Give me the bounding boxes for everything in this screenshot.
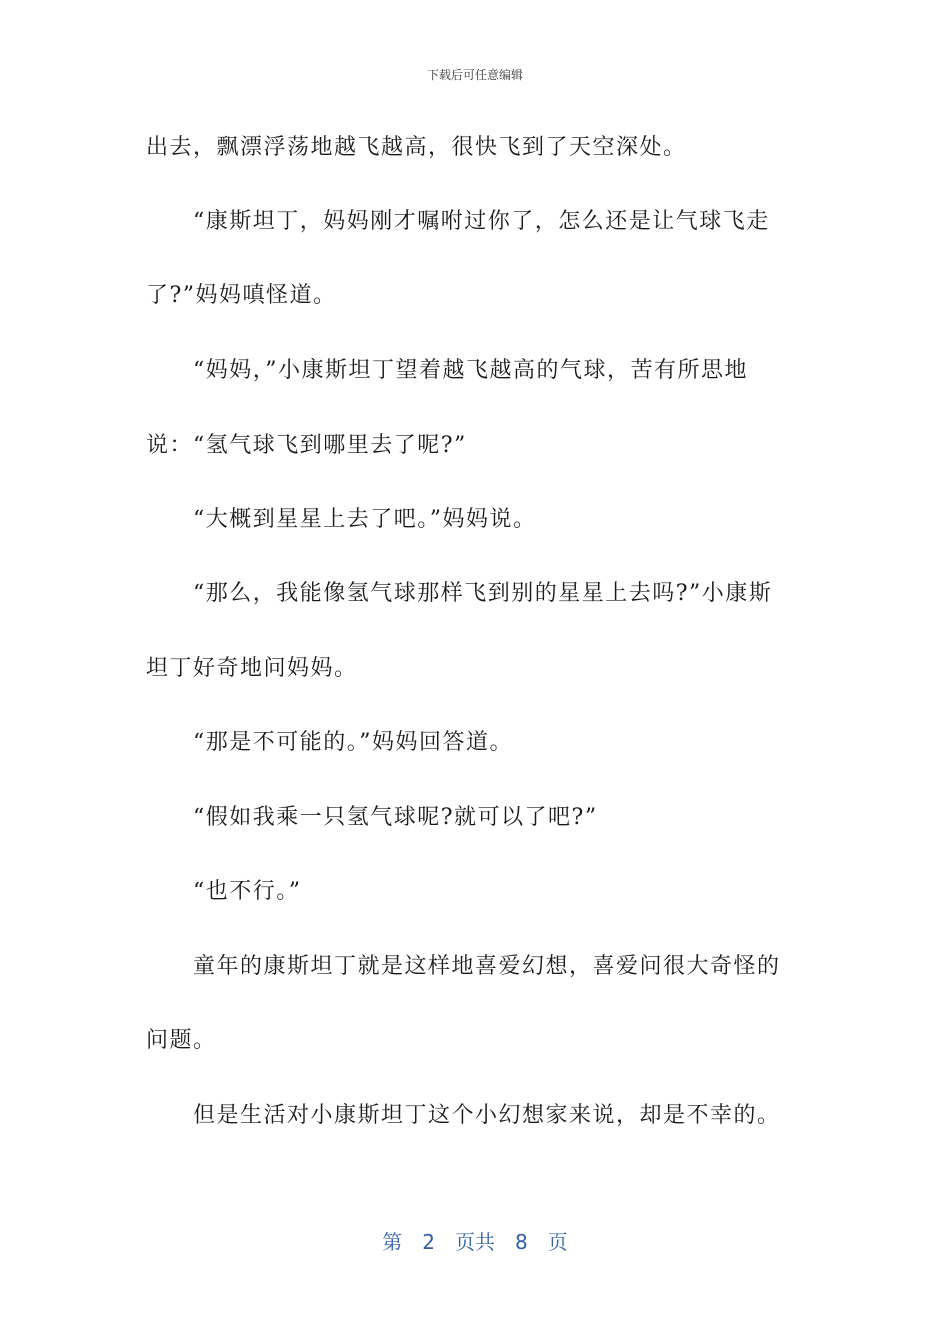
paragraph-line: “大概到星星上去了吧。”妈妈说。 xyxy=(193,507,537,532)
page-footer xyxy=(0,1226,950,1255)
footer-total-pages: 8 xyxy=(515,1230,528,1254)
footer-suffix: 页 xyxy=(547,1230,568,1254)
paragraph-line: “妈妈，”小康斯坦丁望着越飞越高的气球，苦有所思地 xyxy=(193,358,748,383)
paragraph-line: 但是生活对小康斯坦丁这个小幻想家来说，却是不幸的。 xyxy=(193,1103,781,1128)
paragraph-line: 了?”妈妈嗔怪道。 xyxy=(146,283,337,308)
paragraph-line: “假如我乘一只氢气球呢?就可以了吧?” xyxy=(193,805,598,830)
paragraph-line: “康斯坦丁，妈妈刚才嘱咐过你了，怎么还是让气球飞走 xyxy=(193,209,770,234)
footer-prefix: 第 xyxy=(382,1230,403,1254)
paragraph-line: 问题。 xyxy=(146,1028,217,1053)
paragraph-line: 童年的康斯坦丁就是这样地喜爱幻想，喜爱问很大奇怪的 xyxy=(193,954,781,979)
paragraph-line: “也不行。” xyxy=(193,879,302,904)
footer-middle: 页共 xyxy=(455,1230,495,1254)
paragraph-line: 说：“氢气球飞到哪里去了呢?” xyxy=(146,433,467,458)
paragraph-line: “那么，我能像氢气球那样飞到别的星星上去吗?”小康斯 xyxy=(193,581,773,606)
page-header: 下载后可任意编辑 xyxy=(426,68,523,82)
paragraph-line: 出去，飘漂浮荡地越飞越高，很快飞到了天空深处。 xyxy=(146,135,687,160)
paragraph-line: “那是不可能的。”妈妈回答道。 xyxy=(193,730,513,755)
footer-page-number: 2 xyxy=(422,1230,435,1254)
paragraph-line: 坦丁好奇地问妈妈。 xyxy=(146,656,358,681)
